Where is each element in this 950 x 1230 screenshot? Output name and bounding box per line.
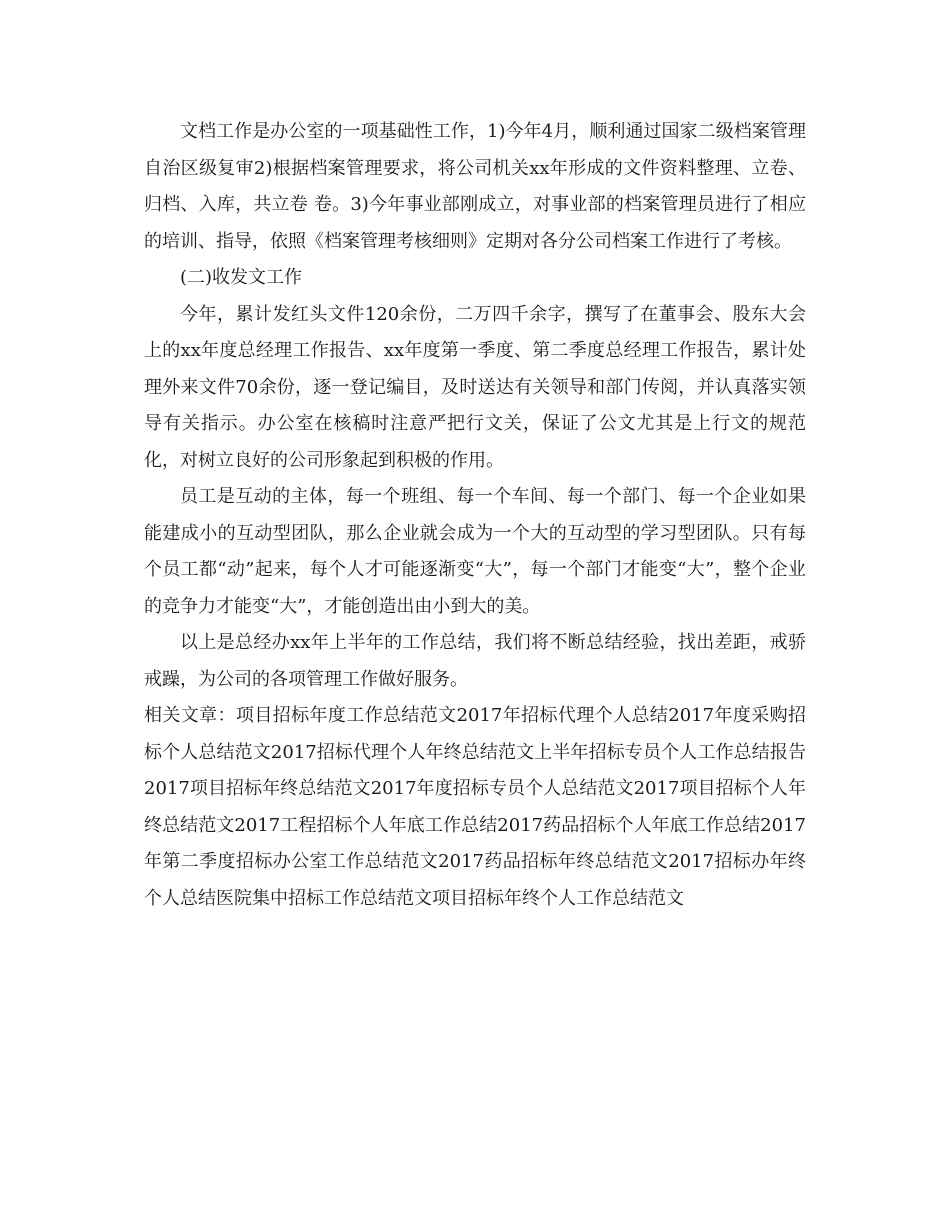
- document-body: [144, 114, 806, 917]
- related-articles: 相关文章：项目招标年度工作总结范文2017年招标代理个人总结2017年度采购招标个人总结范文2017招标代理个人年终总结范文上半年招标专员个人工作总结报告2017项目招标年终总结范文2017年度招标专员个人总结范文2017项目招标个人年终总结范文2017工程招标个人年底工作总结2017药品招标个人年底工作总结2017年第二季度招标办公室工作总结范文2017药品招标年终总结范文2017招标办年终个人总结医院集中招标工作总结范文项目招标年终个人工作总结范文: [144, 705, 806, 909]
- archive-work-paragraph: 文档工作是办公室的一项基础性工作，1)今年4月，顺利通过国家二级档案管理自治区级复审2)根据档案管理要求，将公司机关xx年形成的文件资料整理、立卷、归档、入库，共立卷 卷。3)今年事业部刚成立，对事业部的档案管理员进行了相应的培训、指导，依照《档案管理考核细则》定期对各分公司档案工作进行了考核。: [144, 121, 806, 252]
- teamwork-paragraph: 员工是互动的主体，每一个班组、每一个车间、每一个部门、每一个企业如果能建成小的互动型团队，那么企业就会成为一个大的互动型的学习型团队。只有每个员工都“动”起来，每个人才可能逐渐变“大”，每一个部门才能变“大”，整个企业的竞争力才能变“大”，才能创造出由小到大的美。: [144, 486, 806, 617]
- section-heading-documents: (二)收发文工作: [180, 267, 303, 288]
- document-dispatch-paragraph: 今年，累计发红头文件120余份，二万四千余字，撰写了在董事会、股东大会上的xx年度总经理工作报告、xx年度第一季度、第二季度总经理工作报告，累计处理外来文件70余份，逐一登记编目，及时送达有关领导和部门传阅，并认真落实领导有关指示。办公室在核稿时注意严把行文关，保证了公文尤其是上行文的规范化，对树立良好的公司形象起到积极的作用。: [144, 303, 806, 471]
- summary-paragraph: 以上是总经办xx年上半年的工作总结，我们将不断总结经验，找出差距，戒骄戒躁，为公司的各项管理工作做好服务。: [144, 632, 806, 690]
